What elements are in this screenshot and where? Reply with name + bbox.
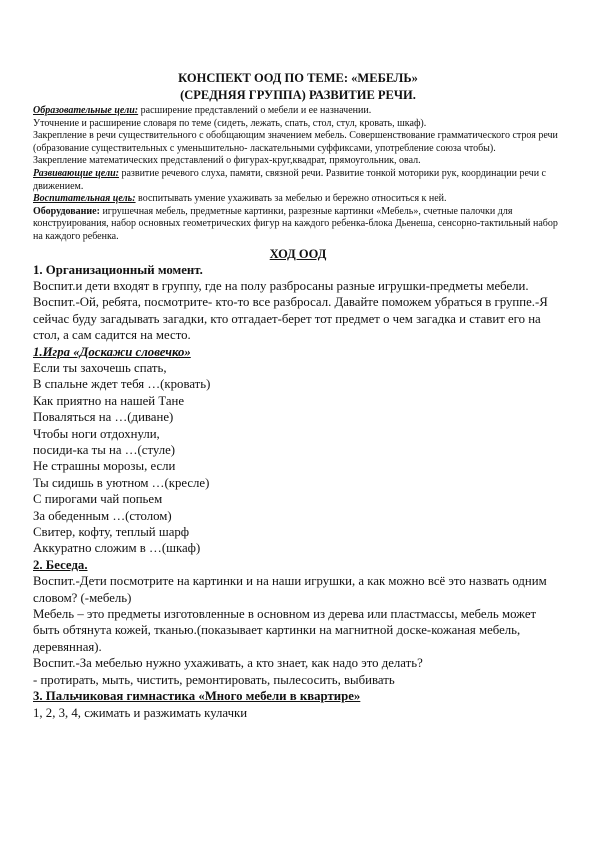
dev-goals-label: Развивающие цели:: [33, 167, 119, 179]
poem-line: Поваляться на …(диване): [33, 410, 174, 425]
poem-line: Как приятно на нашей Тане: [33, 393, 185, 408]
upb-goal-label: Воспитательная цель:: [33, 193, 136, 205]
poem-line: Если ты захочешь спать,: [33, 360, 167, 375]
poem-line: Свитер, кофту, теплый шарф: [33, 525, 190, 540]
paragraph-question: Воспит.-Дети посмотрите на картинки и на наши игрушки, а как можно всё это назвать одним словом? (-мебель): [33, 574, 547, 605]
paragraph-finger-exercise: 1, 2, 3, 4, сжимать и разжимать кулачки: [33, 705, 248, 720]
poem-line: Аккуратно сложим в …(шкаф): [33, 541, 201, 556]
document-title-line-1: КОНСПЕКТ ООД ПО ТЕМЕ: «МЕБЕЛЬ»: [178, 71, 418, 85]
equipment-label: Оборудование:: [33, 205, 100, 217]
goals-grammar: Закрепление в речи существительного с обобщающим значением мебель. Совершенствование грамматического строя речи (образование существительных с уменьшительно- ласкательными суффиксами, употребление союза чтобы).: [33, 130, 558, 154]
paragraph-intro: Воспит.и дети входят в группу, где на полу разбросаны разные игрушки-предметы мебели.: [33, 278, 529, 293]
poem-line: Чтобы ноги отдохнули,: [33, 426, 160, 441]
section-1-title: 1. Организационный момент.: [33, 262, 203, 277]
section-3-title: 3. Пальчиковая гимнастика «Много мебели в квартире»: [33, 689, 361, 704]
paragraph-care-answer: - протирать, мыть, чистить, ремонтировать, пылесосить, выбивать: [33, 672, 395, 687]
goals-upbringing: [33, 193, 563, 206]
poem-line: Не страшны морозы, если: [33, 459, 176, 474]
goals-educational: [33, 105, 563, 118]
paragraph-care-question: Воспит.-За мебелью нужно ухаживать, а кто знает, как надо это делать?: [33, 656, 423, 671]
goals-vocabulary: Уточнение и расширение словаря по теме (сидеть, лежать, спать, стол, стул, кровать, шкаф).: [33, 117, 427, 129]
game-title: 1.Игра «Доскажи словечко»: [33, 344, 191, 359]
paragraph-furniture-definition: Мебель – это предметы изготовленные в основном из дерева или пластмассы, мебель может быть обтянута кожей, тканью.(показывает картинки на магнитной доске-кожаная мебель, деревянная).: [33, 607, 537, 654]
poem-line: С пирогами чай попьем: [33, 492, 163, 507]
equipment-text: игрушечная мебель, предметные картинки, разрезные картинки «Мебель», счетные палочки для конструирования, набор основных геометрических фигур на каждого ребенка-блока Дьенеша, сенсорно-тактильный набор на каждого ребенка.: [33, 205, 558, 242]
goals-math: Закрепление математических представлений о фигурах-круг,квадрат, прямоугольник, овал.: [33, 155, 421, 167]
poem-line: В спальне ждет тебя …(кровать): [33, 377, 211, 392]
dev-goals-text: развитие речевого слуха, памяти, связной речи. Развитие тонкой моторики рук, координации речи с движением.: [33, 167, 546, 192]
equipment: [33, 206, 563, 244]
upb-goal-text: воспитывать умение ухаживать за мебелью и бережно относиться к ней.: [135, 193, 447, 205]
edu-goals-label: Образовательные цели:: [33, 105, 139, 116]
goals-developmental: [33, 168, 563, 193]
poem: [33, 360, 563, 557]
document-page: [33, 70, 563, 721]
poem-line: Ты сидишь в уютном …(кресле): [33, 475, 210, 490]
poem-line: посиди-ка ты на …(стуле): [33, 443, 176, 457]
document-title-line-2: (СРЕДНЯЯ ГРУППА) РАЗВИТИЕ РЕЧИ.: [180, 88, 416, 102]
course-heading: ХОД ООД: [269, 246, 327, 261]
paragraph-teacher: Воспит.-Ой, ребята, посмотрите- кто-то все разбросал. Давайте поможем убраться в группе.-Я сейчас буду загадывать загадки, кто отгадает-берет тот предмет о чем загадка и ставит его на стол, а сам садится на место.: [33, 295, 548, 343]
edu-goals-text: расширение представлений о мебели и ее назначении.: [138, 105, 372, 116]
section-2-title: 2. Беседа.: [33, 557, 88, 572]
poem-line: За обеденным …(столом): [33, 508, 172, 523]
